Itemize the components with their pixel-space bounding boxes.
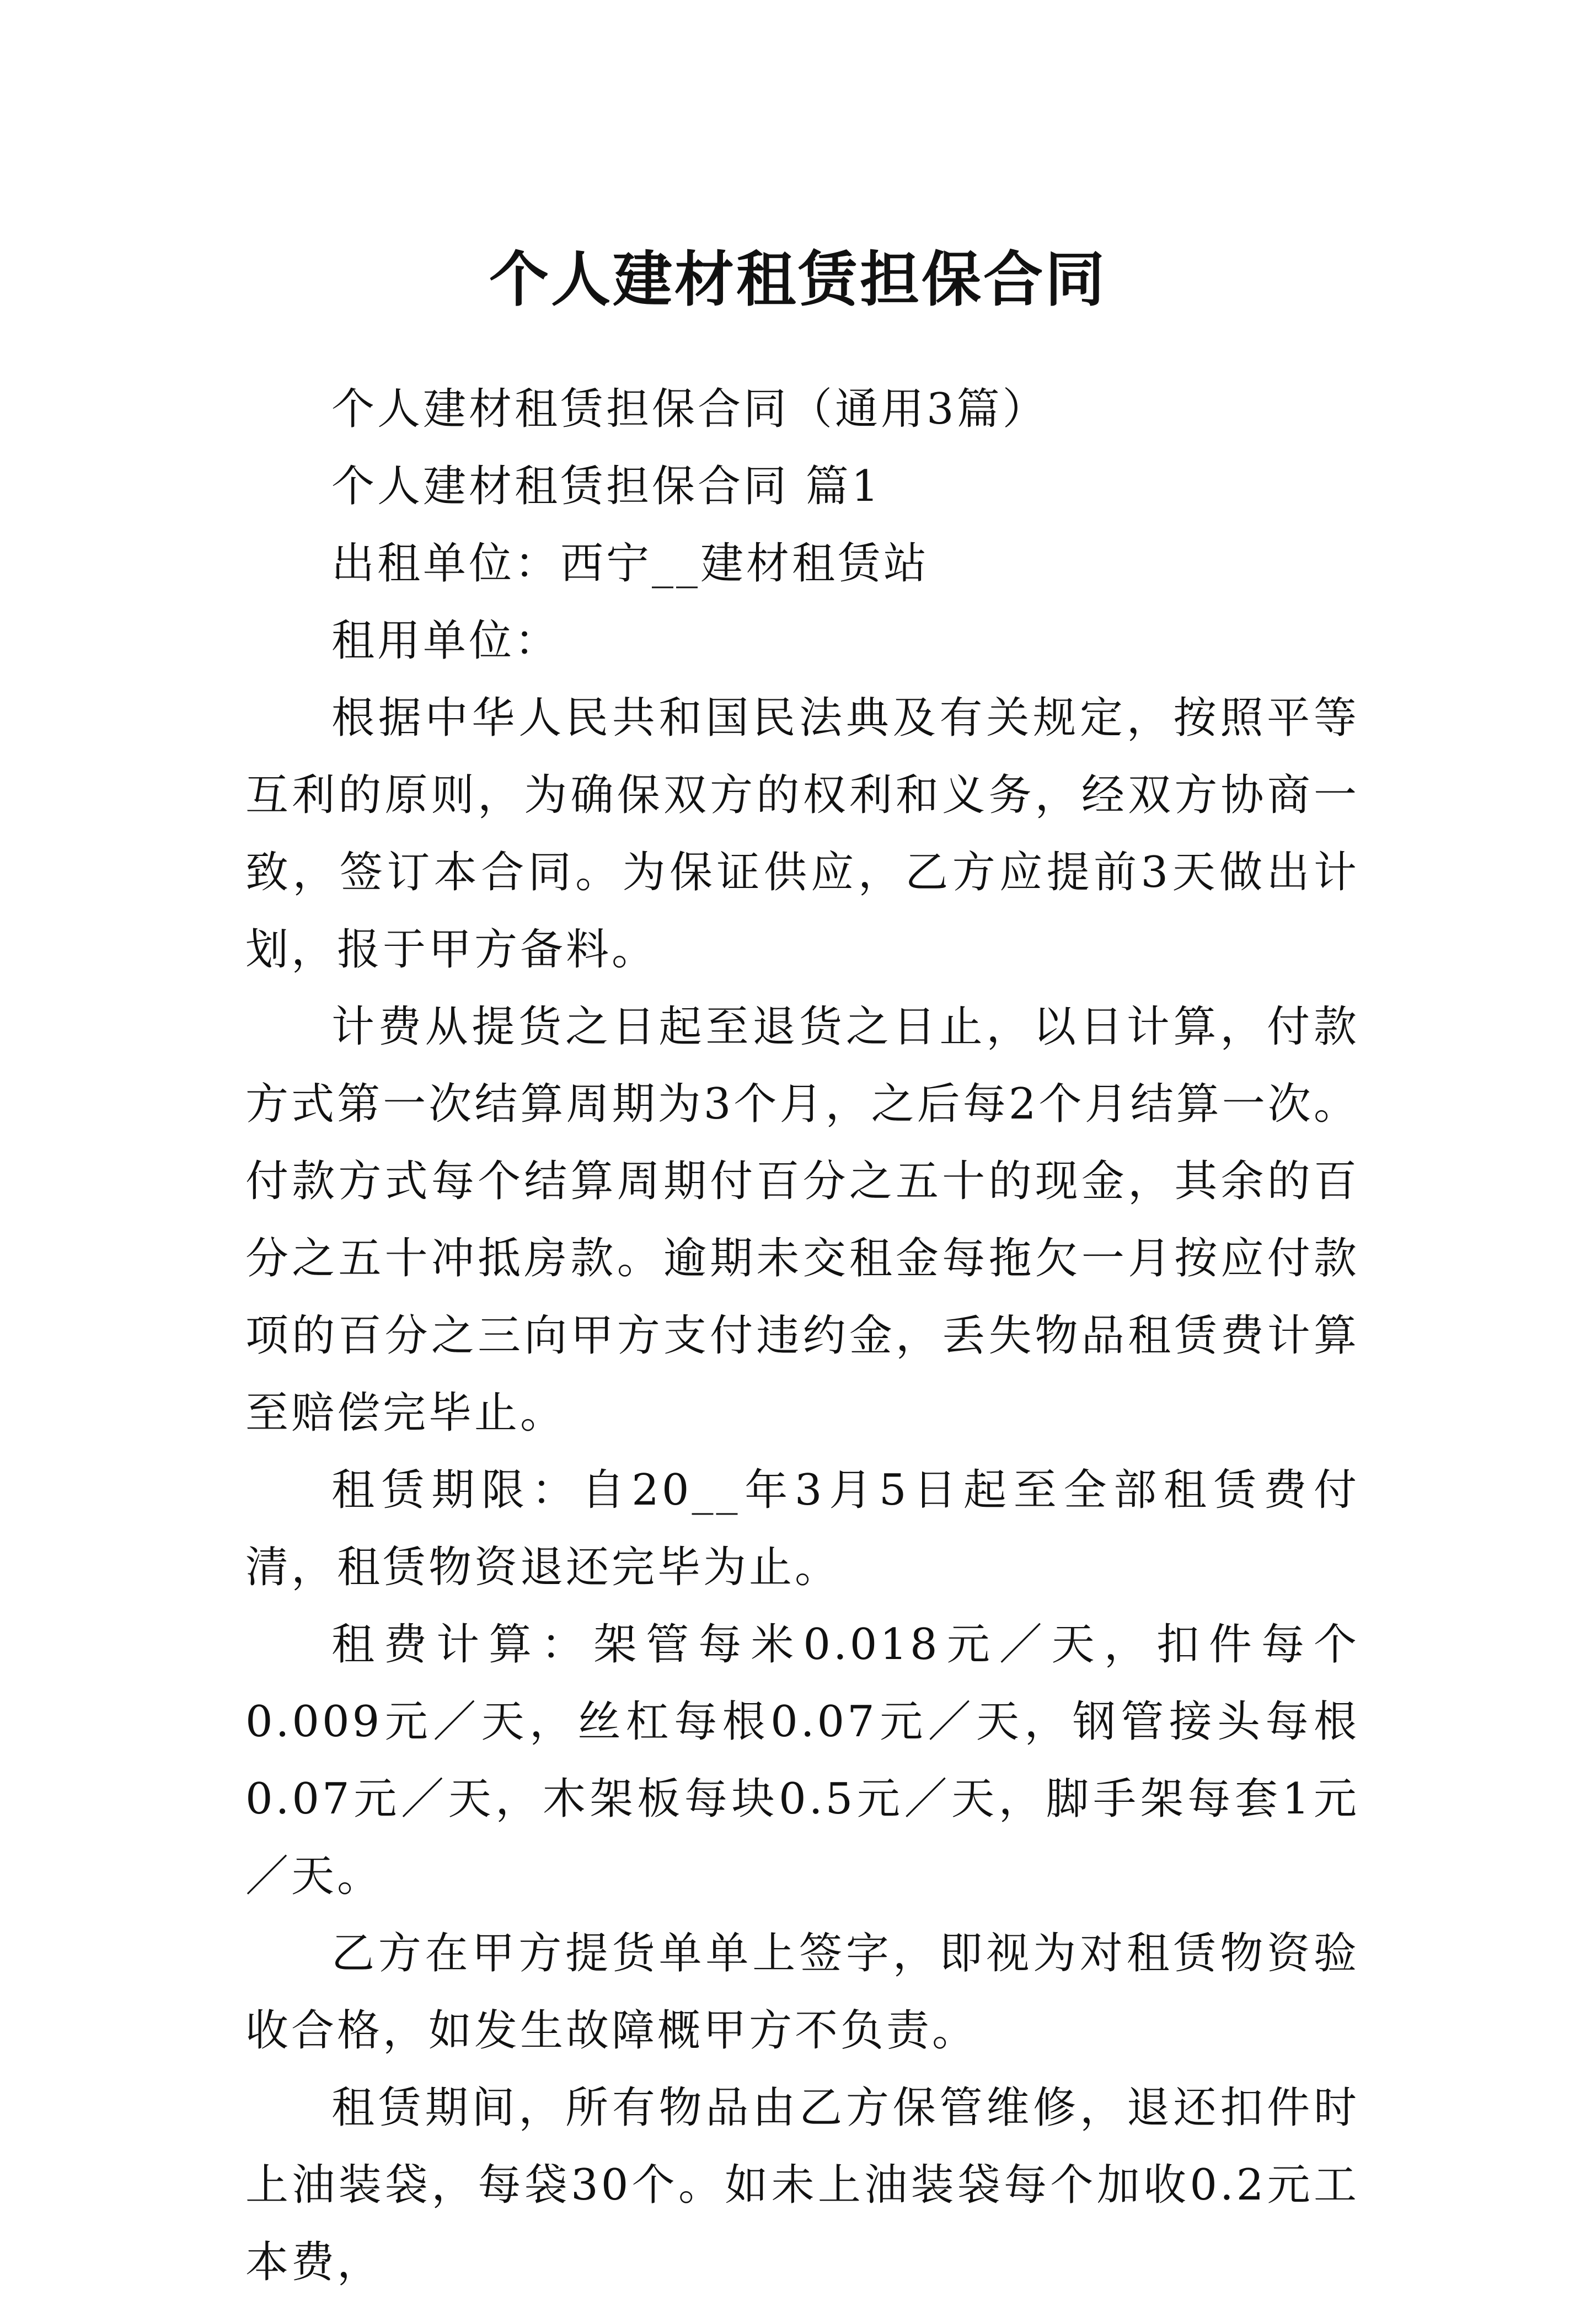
body-paragraph: 乙方在甲方提货单单上签字，即视为对租赁物资验收合格，如发生故障概甲方不负责。 [245,1929,1359,2056]
subtitle-paragraph: 个人建材租赁担保合同（通用3篇） [331,384,1048,434]
document-body [245,371,1359,2301]
section-heading: 个人建材租赁担保合同 篇1 [331,462,882,511]
lessor-line: 出租单位：西宁__建材租赁站 [331,539,930,588]
body-paragraph: 根据中华人民共和国民法典及有关规定，按照平等互利的原则，为确保双方的权利和义务，经双方协商一致，签订本合同。为保证供应，乙方应提前3天做出计划，报于甲方备料。 [245,693,1359,975]
body-paragraph: 计费从提货之日起至退货之日止，以日计算，付款方式第一次结算周期为3个月，之后每2个月结算一次。付款方式每个结算周期付百分之五十的现金，其余的百分之五十冲抵房款。逾期未交租金每拖欠一月按应付款项的百分之三向甲方支付违约金，丢失物品租赁费计算至赔偿完毕止。 [245,1002,1359,1438]
body-paragraph: 租赁期间，所有物品由乙方保管维修，退还扣件时上油装袋，每袋30个。如未上油装袋每个加收0.2元工本费， [245,2083,1359,2287]
document-title: 个人建材租赁担保合同 [489,245,1107,315]
body-paragraph: 租赁期限：自20__年3月5日起至全部租赁费付清，租赁物资退还完毕为止。 [245,1465,1359,1592]
body-paragraph: 租费计算：架管每米0.018元／天，扣件每个0.009元／天，丝杠每根0.07元／天，钢管接头每根0.07元／天，木架板每块0.5元／天，脚手架每套1元／天。 [245,1620,1359,1901]
lessee-line: 租用单位： [331,616,561,666]
